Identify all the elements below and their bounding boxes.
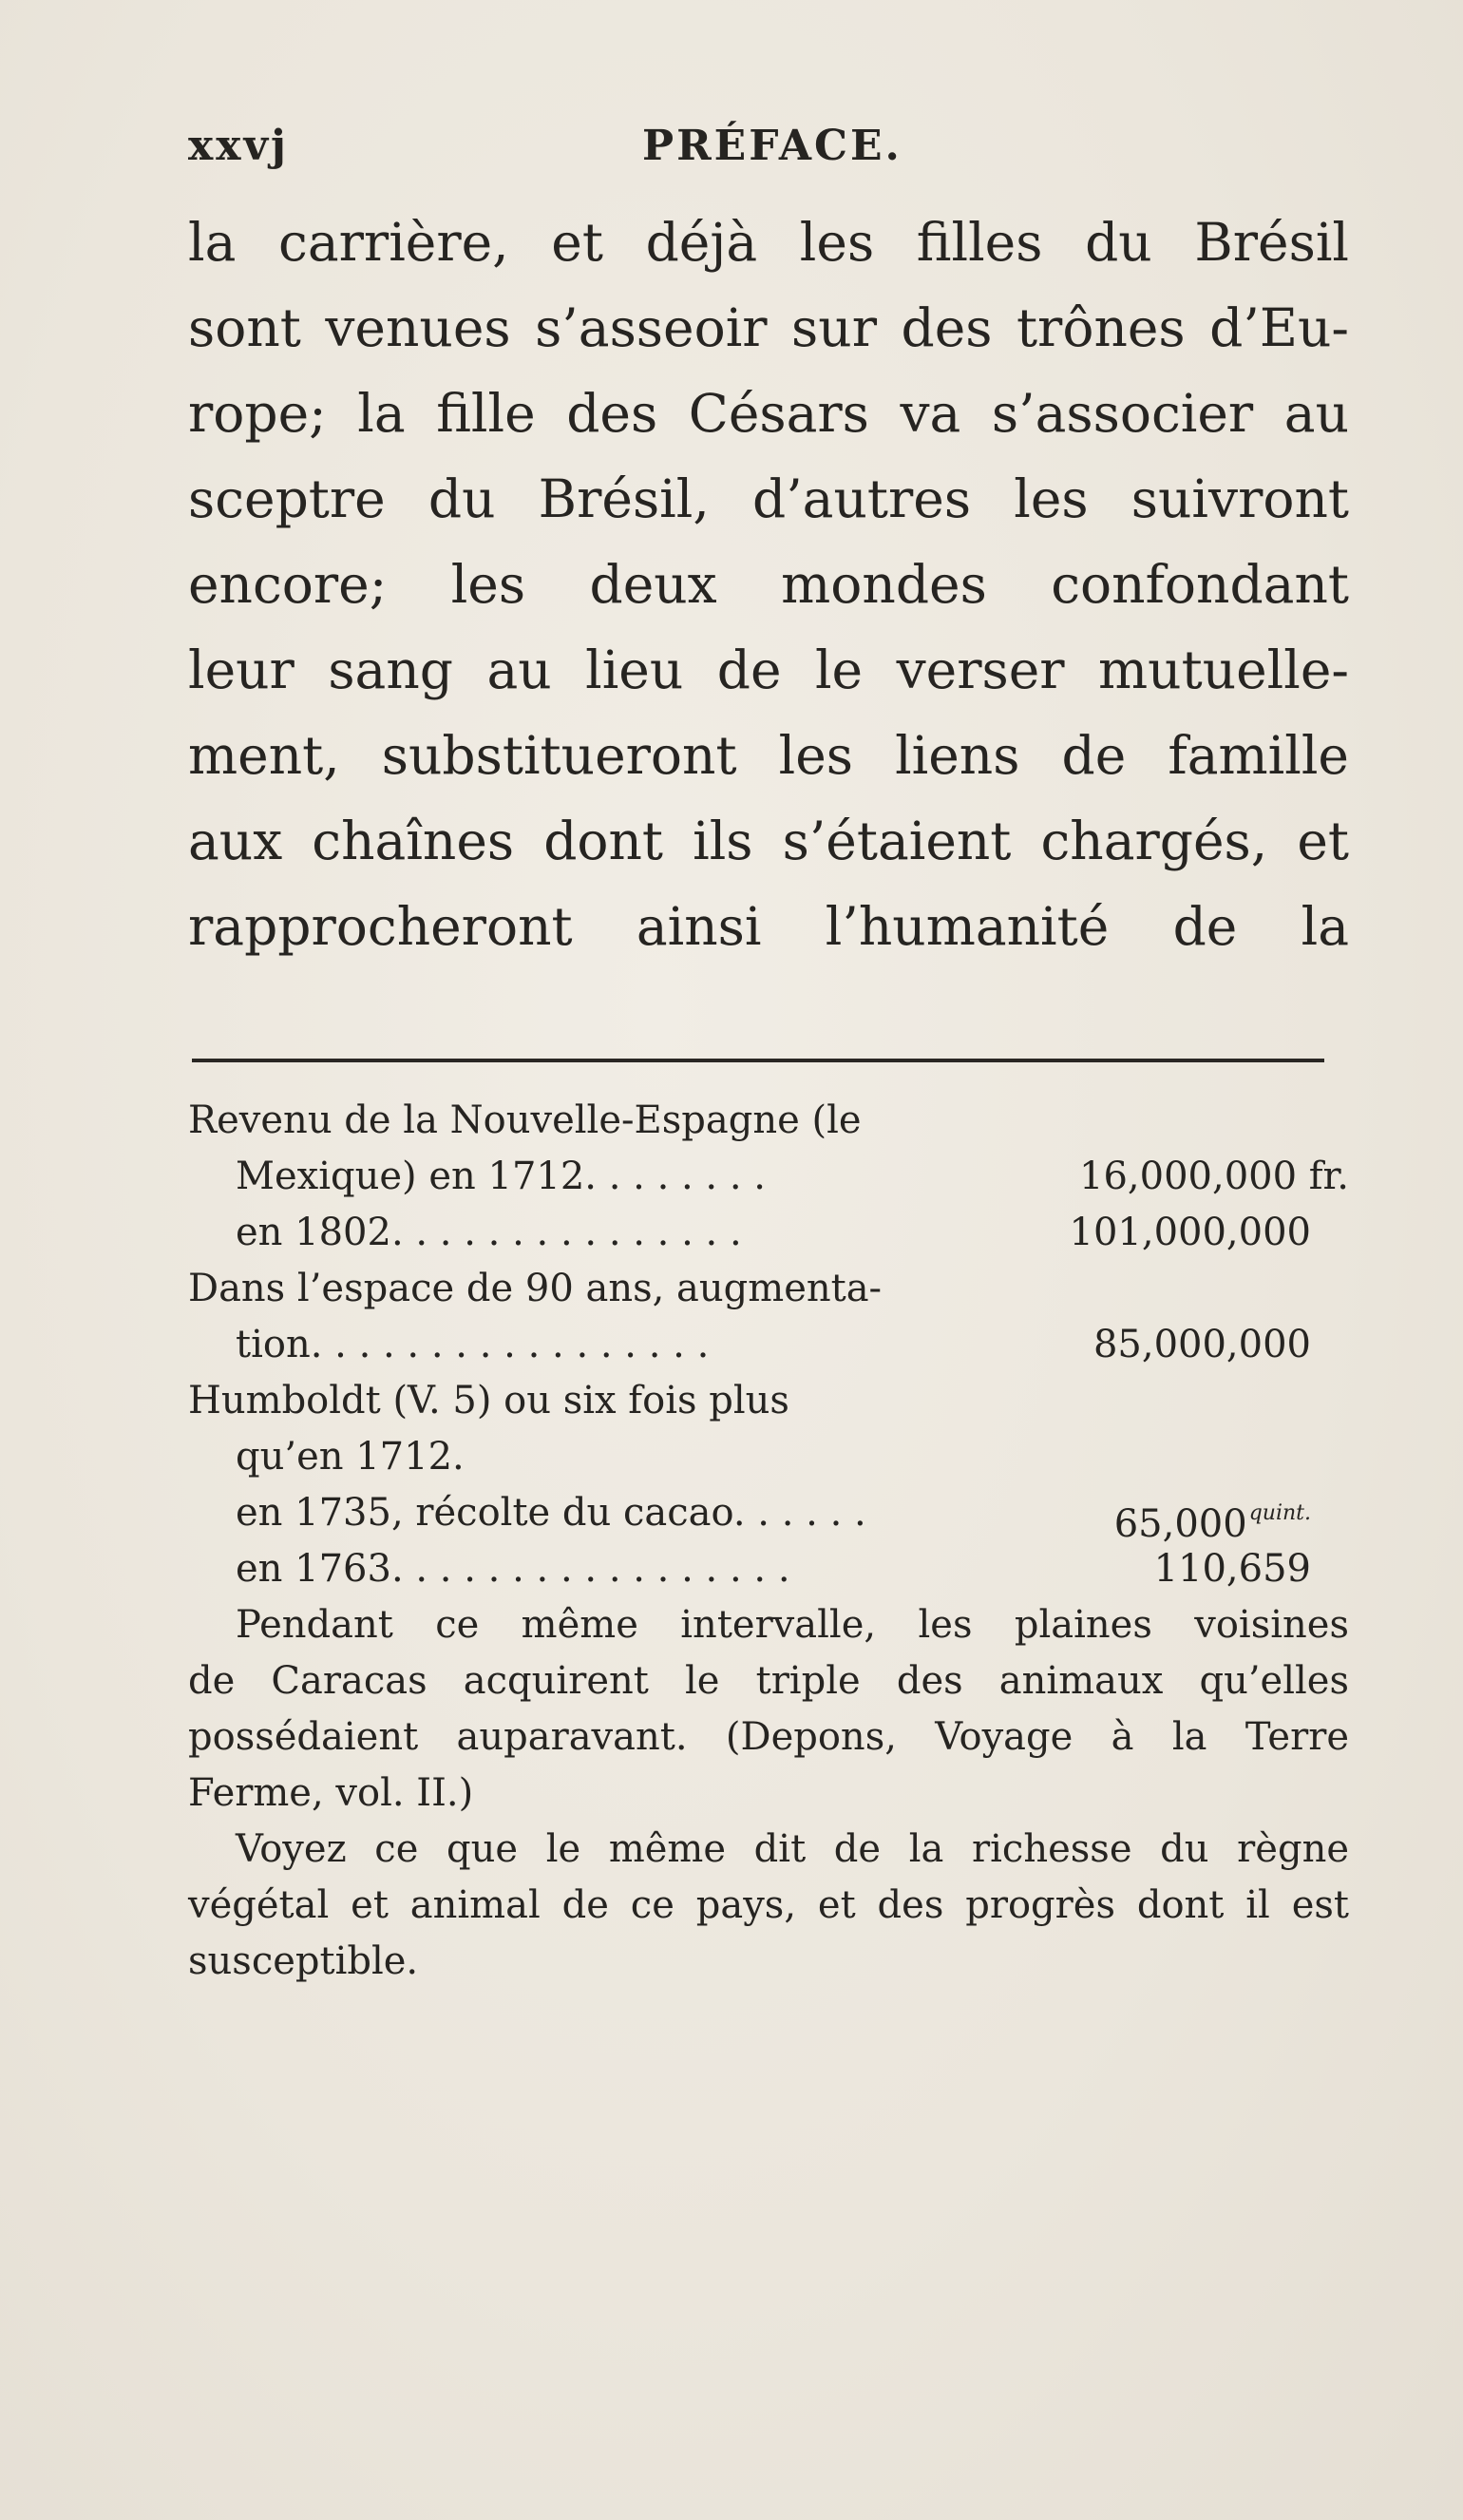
footnote-label: Mexique) en 1712. . . . . . . . [236, 1155, 767, 1198]
footnote-value: 85,000,000 [1092, 1323, 1311, 1366]
text-line: encore; les deux mondes confondant [188, 554, 1349, 615]
footnote-paragraph-line: végétal et animal de ce pays, et des progrès dont il est [188, 1883, 1349, 1927]
footnote-label: Revenu de la Nouvelle-Espagne (le [188, 1098, 862, 1142]
main-text [188, 200, 1349, 969]
footnote-label: en 1735, récolte du cacao. . . . . . [236, 1491, 866, 1535]
footnote-value-unit: quint. [1248, 1501, 1311, 1525]
footnote-label: qu’en 1712. [236, 1435, 465, 1479]
text-line: ment, substitueront les liens de famille [188, 725, 1349, 786]
footnote-label: Humboldt (V. 5) ou six fois plus [188, 1379, 789, 1422]
footnote-label: en 1763. . . . . . . . . . . . . . . . . [236, 1547, 790, 1591]
text-line: sceptre du Brésil, d’autres les suivront [188, 468, 1349, 529]
footnote-paragraph-line: Pendant ce même intervalle, les plaines voisines [236, 1603, 1349, 1647]
footnote-label: Dans l’espace de 90 ans, augmenta- [188, 1267, 883, 1310]
footnote [188, 1093, 1349, 1990]
footnote-label: tion. . . . . . . . . . . . . . . . . [236, 1323, 710, 1366]
text-line: la carrière, et déjà les filles du Brésil [188, 212, 1349, 273]
text-line: leur sang au lieu de le verser mutuelle- [188, 640, 1349, 700]
footnote-value-number: 65,000 [1113, 1502, 1247, 1546]
footnote-row [188, 1373, 1349, 1429]
page-number: xxvj [188, 122, 289, 170]
footnote-row [188, 1261, 1349, 1317]
footnote-row [188, 1317, 1349, 1373]
footnote-paragraph-line: Ferme, vol. II.) [188, 1771, 474, 1815]
footnote-value: 16,000,000 fr. [1079, 1155, 1349, 1198]
footnote-row [188, 1429, 1349, 1485]
text-line: aux chaînes dont ils s’étaient chargés, et [188, 811, 1349, 871]
text-line: sont venues s’asseoir sur des trônes d’Eu- [188, 297, 1349, 358]
footnote-row [188, 1093, 1349, 1149]
footnote-paragraph-line: possédaient auparavant. (Depons, Voyage à la Terre [188, 1715, 1349, 1759]
footnote-row [188, 1149, 1349, 1205]
text-line: rapprocheront ainsi l’humanité de la [188, 896, 1349, 957]
footnote-paragraph-line: de Caracas acquirent le triple des animaux qu’elles [188, 1659, 1349, 1703]
text-line: rope; la fille des Césars va s’associer au [188, 383, 1349, 444]
footnote-paragraph-line: Voyez ce que le même dit de la richesse du règne [236, 1827, 1349, 1871]
footnote-row [188, 1485, 1349, 1546]
footnote-row [188, 1205, 1349, 1261]
footnote-value: 110,659 [1153, 1547, 1311, 1591]
running-title: PRÉFACE. [642, 122, 902, 170]
footnote-value: 101,000,000 [1069, 1211, 1311, 1254]
footnote-rule [192, 1059, 1324, 1062]
footnote-label: en 1802. . . . . . . . . . . . . . . [236, 1211, 742, 1254]
footnote-paragraph-line: susceptible. [188, 1939, 419, 1983]
page-header [188, 122, 1357, 188]
footnote-row [188, 1541, 1349, 1597]
